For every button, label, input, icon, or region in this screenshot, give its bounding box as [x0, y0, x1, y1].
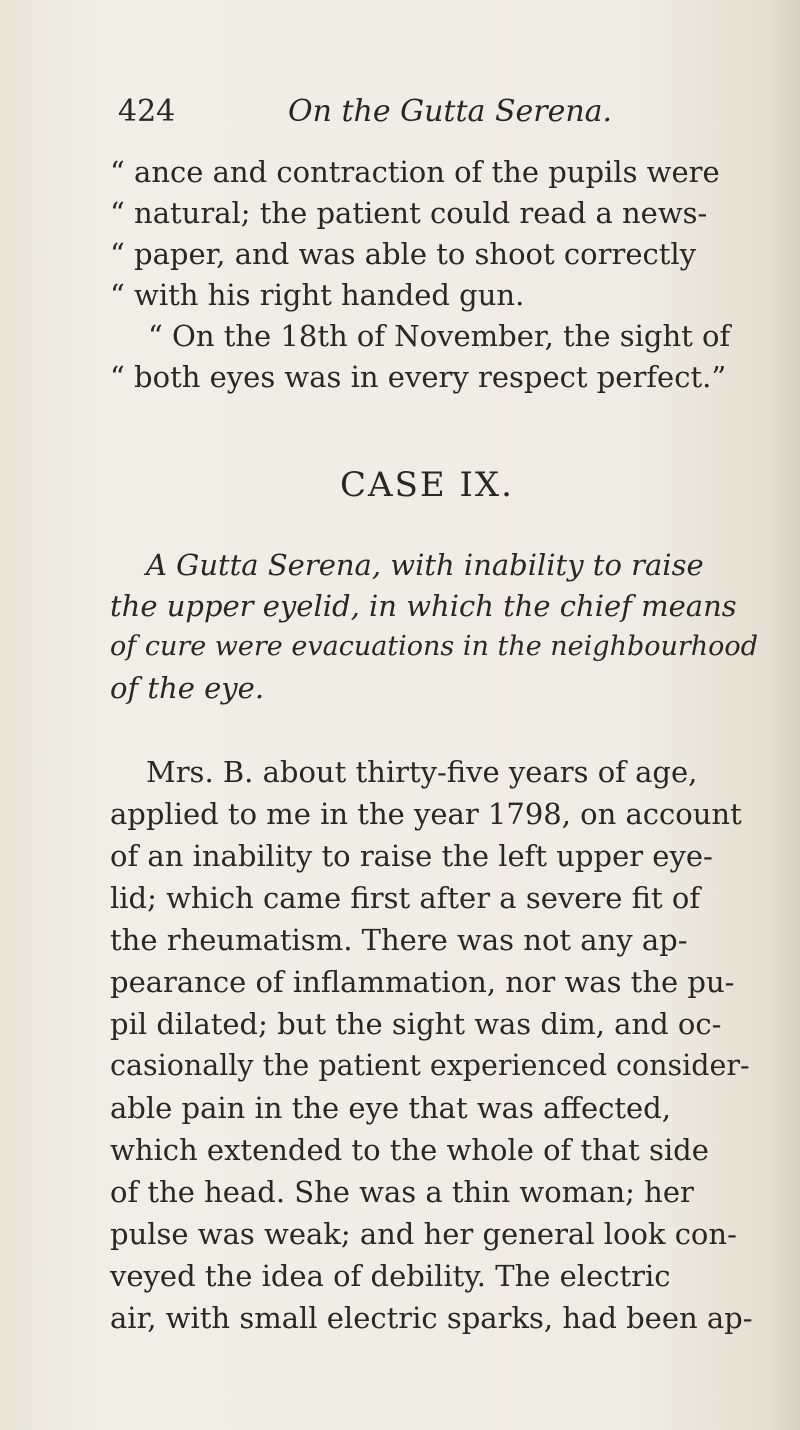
page-number: 424 [118, 94, 176, 129]
case-summary-line: of cure were evacuations in the neighbourhood [110, 631, 758, 662]
body-line: of an inability to raise the left upper eye- [110, 839, 713, 873]
case-summary-line: of the eye. [110, 671, 265, 705]
body-line: the rheumatism. There was not any ap- [110, 923, 688, 957]
body-line: veyed the idea of debility. The electric [110, 1259, 671, 1293]
body-line: pil dilated; but the sight was dim, and oc- [110, 1007, 722, 1041]
body-line: applied to me in the year 1798, on account [110, 797, 742, 831]
quote-line: “ paper, and was able to shoot correctly [110, 237, 697, 271]
body-line: of the head. She was a thin woman; her [110, 1175, 694, 1209]
body-line: pearance of inflammation, nor was the pu- [110, 965, 735, 999]
body-line: air, with small electric sparks, had been ap- [110, 1301, 753, 1335]
body-line: which extended to the whole of that side [110, 1133, 709, 1167]
case-summary-line: A Gutta Serena, with inability to raise [146, 548, 704, 582]
page-header [118, 90, 718, 134]
running-head: On the Gutta Serena. [288, 94, 613, 129]
quote-line: “ natural; the patient could read a news- [110, 196, 708, 230]
body-line: pulse was weak; and her general look con- [110, 1217, 737, 1251]
quote-line: “ both eyes was in every respect perfect.” [110, 360, 727, 394]
body-line: Mrs. B. about thirty-five years of age, [146, 755, 698, 789]
body-line: lid; which came first after a severe fit of [110, 881, 701, 915]
case-summary-line: the upper eyelid, in which the chief means [110, 589, 737, 623]
quote-line: “ with his right handed gun. [110, 278, 525, 312]
quote-line: “ ance and contraction of the pupils were [110, 155, 720, 189]
body-line: casionally the patient experienced consider- [110, 1049, 750, 1082]
quote-line: “ On the 18th of November, the sight of [148, 319, 731, 353]
case-title: CASE IX. [340, 465, 514, 505]
body-line: able pain in the eye that was affected, [110, 1091, 671, 1125]
